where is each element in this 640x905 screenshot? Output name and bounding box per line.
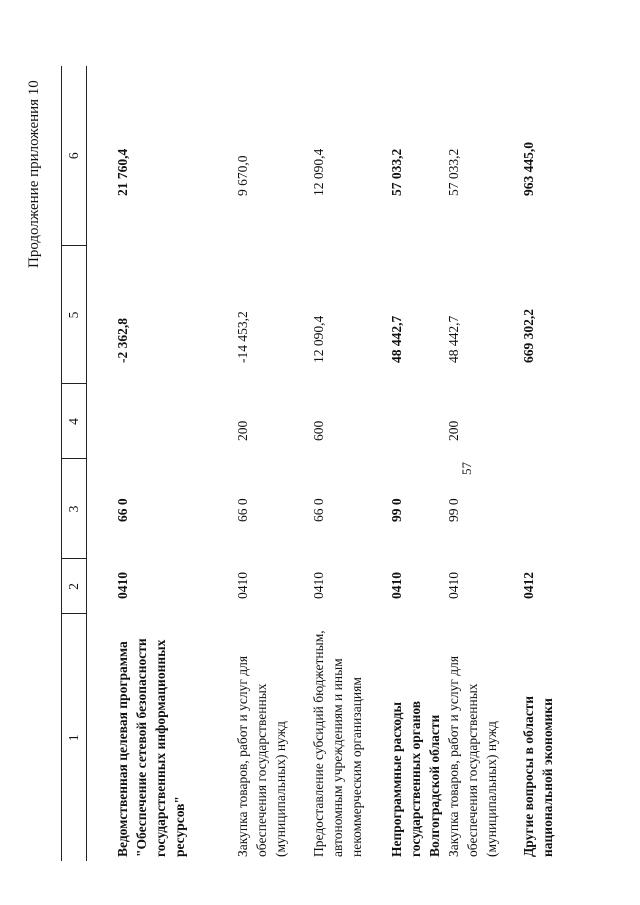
row-change: 12 090,4 [310, 315, 326, 363]
row-total: 963 445,0 [520, 142, 536, 196]
header-row [62, 66, 87, 861]
row-target: 66 0 [310, 498, 326, 522]
row-target: 66 0 [234, 498, 250, 522]
row-name: Ведомственная целевая программа "Обеспечение сетевой безопасности государственных информационных ресурсов" [115, 638, 187, 857]
row-total: 57 033,2 [445, 148, 461, 196]
row-total: 21 760,4 [115, 148, 130, 196]
row-change: -2 362,8 [115, 318, 130, 363]
row-expense-type [387, 384, 444, 459]
row-section: 0410 [310, 572, 326, 599]
table-row [519, 66, 579, 861]
row-change: -14 453,2 [234, 311, 250, 363]
row-name: Непрограммные расходы государственных органов Волгоградской области [388, 700, 442, 857]
row-target: 99 0 [445, 498, 461, 522]
row-expense-type [87, 384, 233, 459]
table-row [444, 66, 519, 861]
row-target: 66 0 [115, 498, 130, 522]
col-header-1: 1 [62, 614, 87, 861]
row-expense-type: 600 [310, 420, 326, 441]
row-total: 9 670,0 [234, 155, 250, 196]
row-expense-type [519, 384, 579, 459]
row-name: Закупка товаров, работ и услуг для обеспечения государственных (муниципальных) нужд [445, 655, 499, 857]
continuation-label: Продолжение приложения 10 [26, 80, 42, 268]
table-row [387, 66, 444, 861]
row-expense-type: 200 [445, 420, 461, 441]
col-header-6: 6 [62, 66, 87, 246]
table-row [309, 66, 387, 861]
row-section: 0410 [115, 572, 130, 599]
row-target: 99 0 [388, 498, 404, 522]
row-name: Другие вопросы в области национальной экономики [520, 695, 555, 857]
row-section: 0410 [388, 572, 404, 599]
table-row [233, 66, 309, 861]
budget-table [61, 66, 579, 861]
row-change: 669 302,2 [520, 309, 536, 363]
col-header-4: 4 [62, 384, 87, 459]
col-header-3: 3 [62, 459, 87, 559]
col-header-2: 2 [62, 559, 87, 614]
row-section: 0410 [234, 572, 250, 599]
row-section: 0412 [520, 572, 536, 599]
row-change: 48 442,7 [445, 315, 461, 363]
row-total: 12 090,4 [310, 148, 326, 196]
table-row [87, 66, 233, 861]
row-expense-type: 200 [234, 420, 250, 441]
col-header-5: 5 [62, 246, 87, 384]
page-number: 57 [459, 462, 474, 475]
row-change: 48 442,7 [388, 315, 404, 363]
row-name: Закупка товаров, работ и услуг для обеспечения государственных (муниципальных) нужд [234, 655, 288, 857]
row-section: 0410 [445, 572, 461, 599]
row-total: 57 033,2 [388, 148, 404, 196]
row-name: Предоставление субсидий бюджетным, автономным учреждениям и иным некоммерческим организациям [310, 630, 364, 857]
row-target [519, 459, 579, 559]
